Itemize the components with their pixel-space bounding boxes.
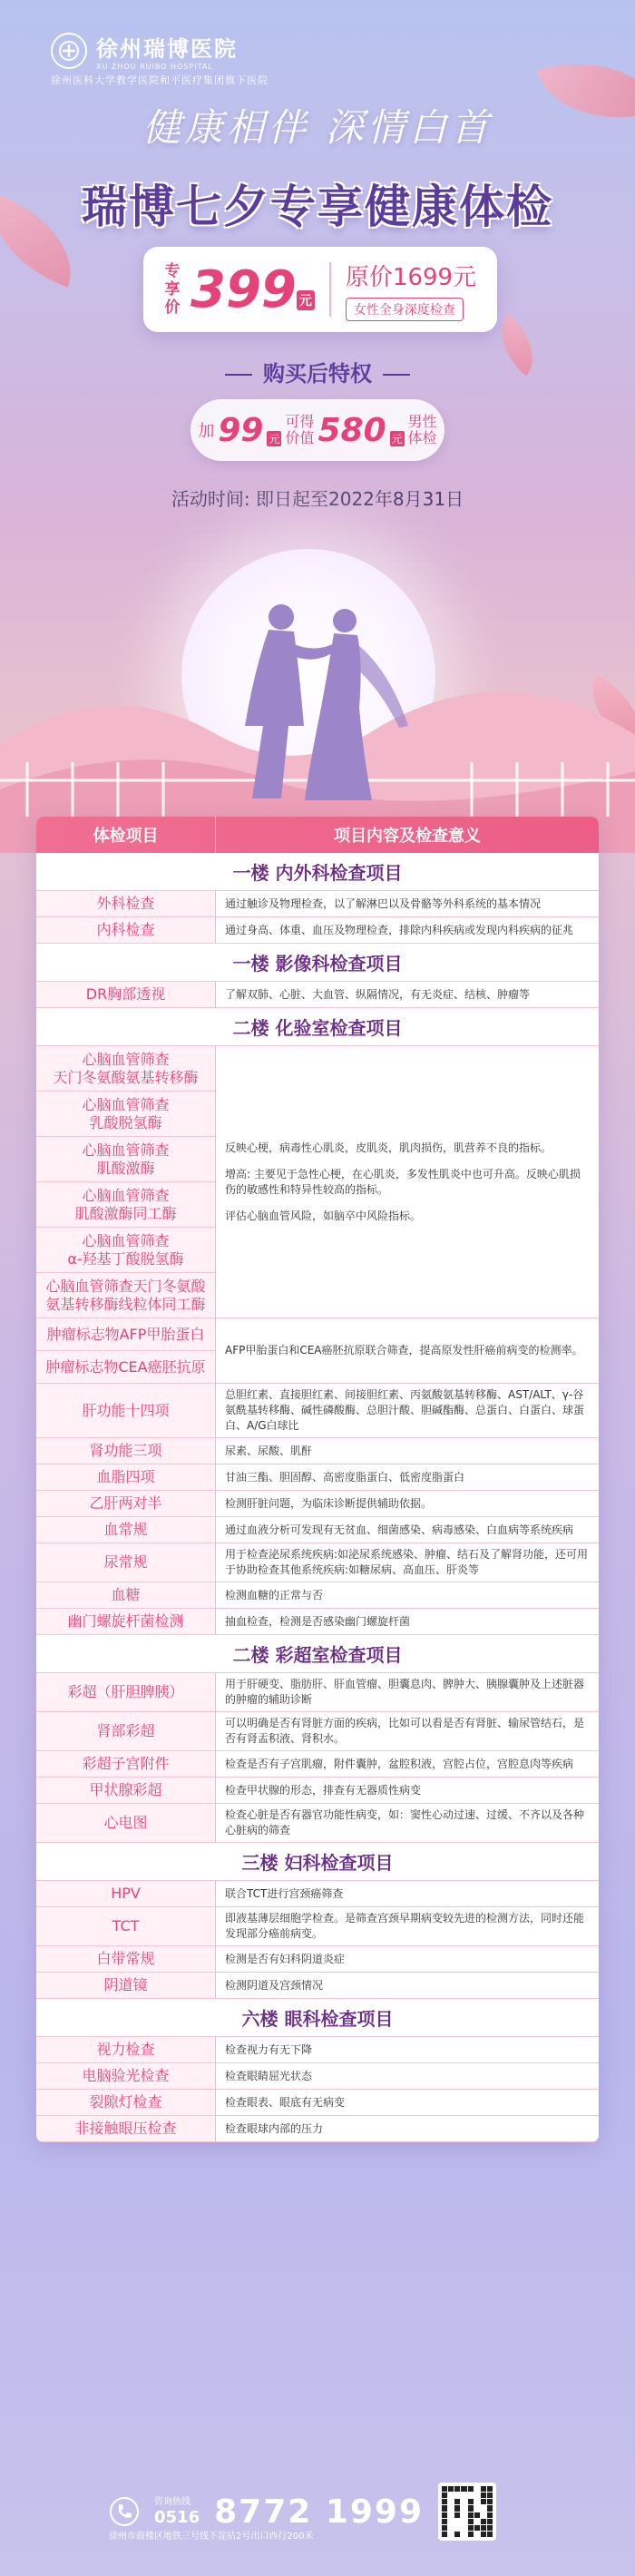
vip-price: 399	[190, 260, 297, 319]
hospital-name-en: XU ZHOU RUIBO HOSPITAL	[96, 63, 213, 71]
phone-icon	[109, 2496, 140, 2527]
table-row	[36, 1609, 599, 1635]
exam-item-name: 幽门螺旋杆菌检测	[36, 1609, 216, 1634]
bonus-title: 购买后特权	[0, 356, 635, 387]
table-row	[36, 2090, 599, 2116]
exam-item-desc: 检查甲状腺的形态，排查有无器质性病变	[225, 1783, 422, 1797]
hotline-label: 咨询热线	[154, 2496, 190, 2507]
exam-item-desc: 甘油三酯、胆固醇、高密度脂蛋白、低密度脂蛋白	[225, 1470, 465, 1484]
exam-item-name: 尿常规	[36, 1543, 216, 1582]
exam-table	[36, 817, 599, 2142]
table-row	[36, 1881, 599, 1907]
exam-item-desc: 抽血检查，检测是否感染幽门螺旋杆菌	[225, 1614, 411, 1628]
exam-item-name: 电脑验光检查	[36, 2063, 216, 2089]
exam-item-name: 心脑血管筛查天门冬氨酸 氨基转移酶线粒体同工酶	[36, 1273, 215, 1318]
exam-item-name: 肾部彩超	[36, 1712, 216, 1750]
exam-item-desc: 检测是否有妇科阴道炎症	[225, 1952, 346, 1965]
exam-item-name: 内科检查	[36, 917, 216, 943]
exam-item-name: 心脑血管筛查 天门冬氨酸氨基转移酶	[36, 1046, 215, 1092]
exam-item-name: 阴道镜	[36, 1973, 216, 1998]
section-title: 二楼 彩超室检查项目	[36, 1635, 599, 1673]
exam-item-desc: 检测血糖的正常与否	[225, 1588, 324, 1601]
exam-item-name: 乙肝两对半	[36, 1491, 216, 1516]
table-row	[36, 1543, 599, 1582]
exam-item-name: 肾功能三项	[36, 1438, 216, 1464]
table-row	[36, 1973, 599, 1999]
exam-item-name: 视力检查	[36, 2037, 216, 2062]
exam-item-name: 心脑血管筛查 肌酸激酶	[36, 1137, 215, 1182]
hospital-subtitle: 徐州医科大学教学医院和平医疗集团旗下医院	[51, 74, 269, 86]
exam-item-name: 彩超（肝胆脾胰）	[36, 1673, 216, 1711]
bonus-value-amount: 580	[318, 411, 386, 449]
price-unit: 元	[297, 290, 315, 310]
bonus-male-label: 男性 体检	[407, 413, 437, 446]
exam-item-name: 彩超子宫附件	[36, 1751, 216, 1777]
table-row	[36, 1907, 599, 1946]
exam-item-desc: 总胆红素、直接胆红素、间接胆红素、丙氨酸氨基转移酶、AST/ALT、γ-谷氨酰基转移酶、碱性磷酸酶、总胆汁酸、胆碱酯酶、总蛋白、白蛋白、球蛋白、A/G白球比	[225, 1388, 585, 1432]
exam-item-desc: 检测肝脏问题，为临床诊断提供辅助依据。	[225, 1496, 433, 1510]
qr-code[interactable]	[438, 2483, 496, 2541]
col-item-header: 体检项目	[36, 817, 216, 853]
exam-item-desc: 可以明确是否有肾脏方面的疾病，比如可以看是否有肾脏、输尿管结石，是否有肾盂积液、肾积水。	[225, 1717, 585, 1745]
exam-item-name: 血常规	[36, 1517, 216, 1543]
table-row	[36, 1384, 599, 1438]
exam-item-desc: 评估心脑血管风险，如脑卒中风险指标。	[225, 1209, 422, 1222]
exam-item-name: 肿瘤标志物CEA癌胚抗原	[36, 1351, 215, 1384]
price-box	[143, 247, 497, 332]
exam-item-name: 血脂四项	[36, 1464, 216, 1490]
section-title: 三楼 妇科检查项目	[36, 1843, 599, 1881]
address: 徐州市鼓楼区地铁三号线下淀站2号出口西行200米	[109, 2532, 314, 2542]
table-row	[36, 1491, 599, 1517]
section-title: 一楼 影像科检查项目	[36, 944, 599, 982]
exam-item-name: 甲状腺彩超	[36, 1778, 216, 1803]
hospital-logo	[51, 31, 238, 71]
exam-item-name: 肝功能十四项	[36, 1384, 216, 1437]
table-row	[36, 1946, 599, 1973]
exam-item-desc: 反映心梗，病毒性心肌炎，皮肌炎，肌肉损伤，肌营养不良的指标。	[225, 1141, 552, 1154]
vip-price-label: 专 享 价	[164, 262, 181, 317]
tumor-merged-group	[36, 1318, 599, 1384]
exam-item-name: 外科检查	[36, 891, 216, 916]
page-title: 瑞博七夕专享健康体检	[82, 181, 553, 233]
section-title: 六楼 眼科检查项目	[36, 1999, 599, 2037]
original-price: 原价1699元	[345, 263, 477, 291]
hospital-emblem-icon	[51, 33, 87, 69]
exam-item-name: DR胸部透视	[36, 982, 216, 1007]
tumor-desc: AFP甲胎蛋白和CEA癌胚抗原联合筛查，提高原发性肝癌前病变的检测率。	[216, 1318, 599, 1384]
table-row	[36, 982, 599, 1008]
exam-item-name: 心脑血管筛查 α-羟基丁酸脱氢酶	[36, 1228, 215, 1273]
col-desc-header: 项目内容及检查意义	[334, 827, 481, 846]
table-row	[36, 1673, 599, 1712]
exam-item-name: 肿瘤标志物AFP甲胎蛋白	[36, 1318, 215, 1351]
exam-item-desc: 检查视力有无下降	[225, 2042, 313, 2056]
exam-item-desc: 尿素、尿酸、肌酐	[225, 1444, 313, 1457]
exam-item-desc: 检查眼睛屈光状态	[225, 2069, 313, 2082]
exam-item-desc: 检测阴道及宫颈情况	[225, 1978, 324, 1992]
divider	[329, 262, 331, 317]
exam-item-name: 心脑血管筛查 乳酸脱氢酶	[36, 1092, 215, 1137]
area-code: 0516	[154, 2507, 200, 2527]
table-row	[36, 2037, 599, 2063]
bonus-get-label: 可得 价值	[285, 413, 315, 446]
exam-item-desc: 用于检查泌尿系统疾病:如泌尿系统感染、肿瘤、结石及了解肾功能，还可用于协助检查其他系统疾病:如糖尿病、高血压、肝炎等	[225, 1548, 589, 1576]
table-row	[36, 917, 599, 944]
section-title: 一楼 内外科检查项目	[36, 853, 599, 891]
exam-item-name: TCT	[36, 1907, 216, 1945]
slogan: 健康相伴 深情白首	[142, 105, 493, 150]
exam-item-desc: 了解双肺、心脏、大血管、纵隔情况，有无炎症、结核、肿瘤等	[225, 987, 531, 1001]
exam-item-desc: 检查是否有子宫肌瘤，附件囊肿，盆腔积液，宫腔占位，宫腔息肉等疾病	[225, 1757, 574, 1770]
hotline-number[interactable]: 8772 1999	[214, 2493, 425, 2531]
table-header	[36, 817, 599, 853]
section-title: 二楼 化验室检查项目	[36, 1008, 599, 1046]
bonus-badge: 加 99 元 可得 价值 580 元 男性 体检	[190, 399, 444, 461]
table-row	[36, 1751, 599, 1778]
exam-item-desc: 用于肝硬变、脂肪肝、肝血管瘤、胆囊息肉、脾肿大、胰腺囊肿及上述脏器的肿瘤的辅助诊断	[225, 1678, 585, 1706]
activity-period: 活动时间: 即日起至2022年8月31日	[171, 488, 464, 510]
table-row	[36, 1804, 599, 1843]
exam-item-name: 心脑血管筛查 肌酸激酶同工酶	[36, 1182, 215, 1228]
table-row	[36, 1438, 599, 1464]
exam-item-name: 血糖	[36, 1582, 216, 1608]
table-row	[36, 1712, 599, 1751]
hospital-name: 徐州瑞博医院	[96, 36, 238, 62]
exam-item-name: 非接触眼压检查	[36, 2116, 216, 2141]
exam-item-desc: 检查眼表、眼底有无病变	[225, 2095, 346, 2109]
exam-item-name: 裂隙灯检查	[36, 2090, 216, 2115]
footer	[109, 2475, 526, 2548]
lab-merged-group	[36, 1046, 599, 1318]
exam-item-desc: 检查心脏是否有器官功能性病变，如：窦性心动过速、过缓、不齐以及各种心脏病的筛查	[225, 1808, 585, 1837]
package-tag: 女性全身深度检查	[346, 298, 464, 321]
bonus-add-amount: 99	[218, 411, 264, 449]
couple-silhouette-illustration	[218, 590, 417, 808]
table-row	[36, 1778, 599, 1804]
exam-item-desc: 通过血液分析可发现有无贫血、细菌感染、病毒感染、白血病等系统疾病	[225, 1523, 574, 1536]
table-row	[36, 1582, 599, 1609]
exam-item-desc: 通过触诊及物理检查，以了解淋巴以及骨骼等外科系统的基本情况	[225, 896, 542, 910]
exam-item-desc: 即液基薄层细胞学检查。是筛查宫颈早期病变较先进的检测方法，同时还能发现部分癌前病变。	[225, 1912, 585, 1940]
exam-item-name: 心电图	[36, 1804, 216, 1842]
exam-item-name: 白带常规	[36, 1946, 216, 1972]
table-row	[36, 2116, 599, 2142]
table-row	[36, 1517, 599, 1543]
exam-item-desc: 检查眼球内部的压力	[225, 2121, 324, 2135]
exam-item-name: HPV	[36, 1881, 216, 1906]
table-row	[36, 891, 599, 917]
exam-item-desc: 增高: 主要见于急性心梗，在心肌炎，多发性肌炎中也可升高。反映心肌损伤的敏感性和特异性较高的指标。	[225, 1167, 581, 1196]
table-row	[36, 1464, 599, 1491]
exam-item-desc: 通过身高、体重、血压及物理检查，排除内科疾病或发现内科疾病的征兆	[225, 923, 574, 936]
table-row	[36, 2063, 599, 2090]
exam-item-desc: 联合TCT进行宫颈癌筛查	[225, 1886, 344, 1900]
